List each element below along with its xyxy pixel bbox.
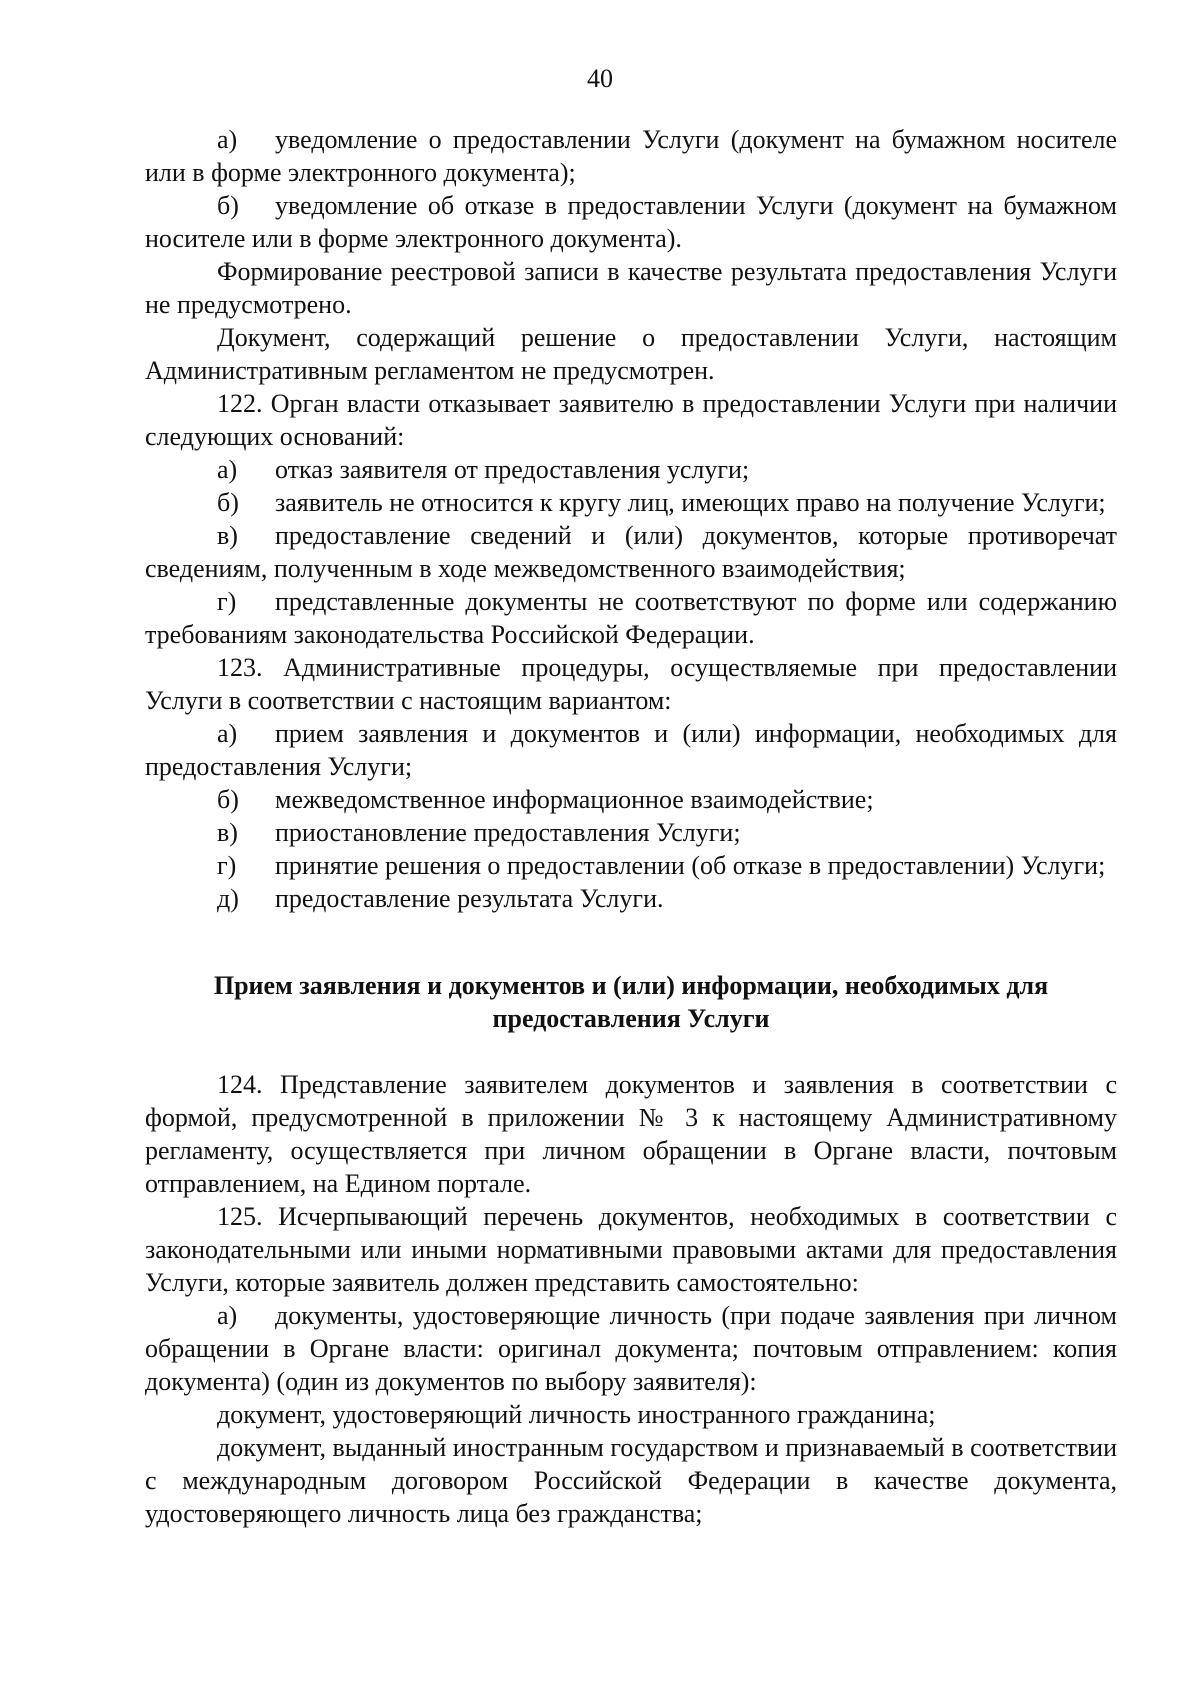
list-item-text: предоставление результата Услуги.: [275, 884, 664, 913]
list-item: [145, 585, 1117, 651]
paragraph: 123. Административные процедуры, осуществляемые при предоставлении Услуги в соответствии с настоящим вариантом:: [145, 653, 1117, 715]
list-item: [145, 519, 1117, 585]
list-item-text: межведомственное информационное взаимодействие;: [275, 785, 874, 814]
list-item-marker: а): [217, 1301, 238, 1330]
list-item-text: заявитель не относится к кругу лиц, имеющих право на получение Услуги;: [275, 488, 1106, 517]
list-item: [145, 849, 1117, 882]
section-after-heading: [145, 1068, 1117, 1530]
list-item-marker: а): [217, 455, 238, 484]
list-item-text: документы, удостоверяющие личность (при подаче заявления при личном обращении в Органе власти: оригинал документа; почтовым отправлением: копия документа) (один из документов по выбору заявителя):: [145, 1301, 1117, 1396]
paragraph: документ, удостоверяющий личность иностранного гражданина;: [217, 1400, 936, 1429]
list-item-text: предоставление сведений и (или) документов, которые противоречат сведениям, полученным в ходе межведомственного взаимодействия;: [145, 521, 1117, 583]
list-item-marker: б): [217, 488, 239, 517]
list-item-text: отказ заявителя от предоставления услуги;: [275, 455, 750, 484]
list-item-marker: г): [217, 851, 237, 880]
list-item: [145, 1299, 1117, 1398]
paragraph: Документ, содержащий решение о предоставлении Услуги, настоящим Административным регламентом не предусмотрен.: [145, 323, 1117, 385]
list-item-text: уведомление об отказе в предоставлении Услуги (документ на бумажном носителе или в форме электронного документа).: [145, 191, 1117, 253]
section-heading-line-2: предоставления Услуги: [492, 1004, 770, 1033]
paragraph: 125. Исчерпывающий перечень документов, необходимых в соответствии с законодательными или иными нормативными правовыми актами для предоставления Услуги, которые заявитель должен представить самостоятельно:: [145, 1202, 1117, 1297]
list-item: [145, 816, 1117, 849]
list-item: [145, 453, 1117, 486]
list-item-marker: г): [217, 587, 237, 616]
list-item: [145, 123, 1117, 189]
list-item-text: уведомление о предоставлении Услуги (документ на бумажном носителе или в форме электронного документа);: [145, 125, 1117, 187]
section-before-heading: [145, 123, 1117, 915]
paragraph: 124. Представление заявителем документов и заявления в соответствии с формой, предусмотренной в приложении № 3 к настоящему Административному регламенту, осуществляется при личном обращении в Органе власти, почтовым отправлением, на Едином портале.: [145, 1070, 1117, 1198]
list-item: [145, 486, 1117, 519]
section-heading-line-1: Прием заявления и документов и (или) информации, необходимых для: [213, 971, 1049, 1000]
list-item-text: приостановление предоставления Услуги;: [275, 818, 741, 847]
list-item-marker: в): [217, 818, 238, 847]
document-body: [145, 123, 1117, 1530]
list-item-text: прием заявления и документов и (или) информации, необходимых для предоставления Услуги;: [145, 719, 1117, 781]
list-item-marker: д): [217, 884, 239, 913]
list-item-marker: в): [217, 521, 238, 550]
list-item-text: принятие решения о предоставлении (об отказе в предоставлении) Услуги;: [275, 851, 1106, 880]
paragraph: 122. Орган власти отказывает заявителю в предоставлении Услуги при наличии следующих оснований:: [145, 389, 1117, 451]
list-item-marker: а): [217, 125, 238, 154]
list-item: [145, 882, 1117, 915]
list-item-marker: б): [217, 785, 239, 814]
paragraph: документ, выданный иностранным государством и признаваемый в соответствии с международным договором Российской Федерации в качестве документа, удостоверяющего личность лица без гражданства;: [145, 1433, 1117, 1528]
list-item: [145, 783, 1117, 816]
list-item: [145, 189, 1117, 255]
list-item-text: представленные документы не соответствуют по форме или содержанию требованиям законодательства Российской Федерации.: [145, 587, 1117, 649]
list-item-marker: а): [217, 719, 238, 748]
page-number: 40: [587, 64, 613, 93]
list-item-marker: б): [217, 191, 239, 220]
section-heading: [145, 915, 1117, 1068]
list-item: [145, 717, 1117, 783]
paragraph: Формирование реестровой записи в качестве результата предоставления Услуги не предусмотрено.: [145, 257, 1117, 319]
